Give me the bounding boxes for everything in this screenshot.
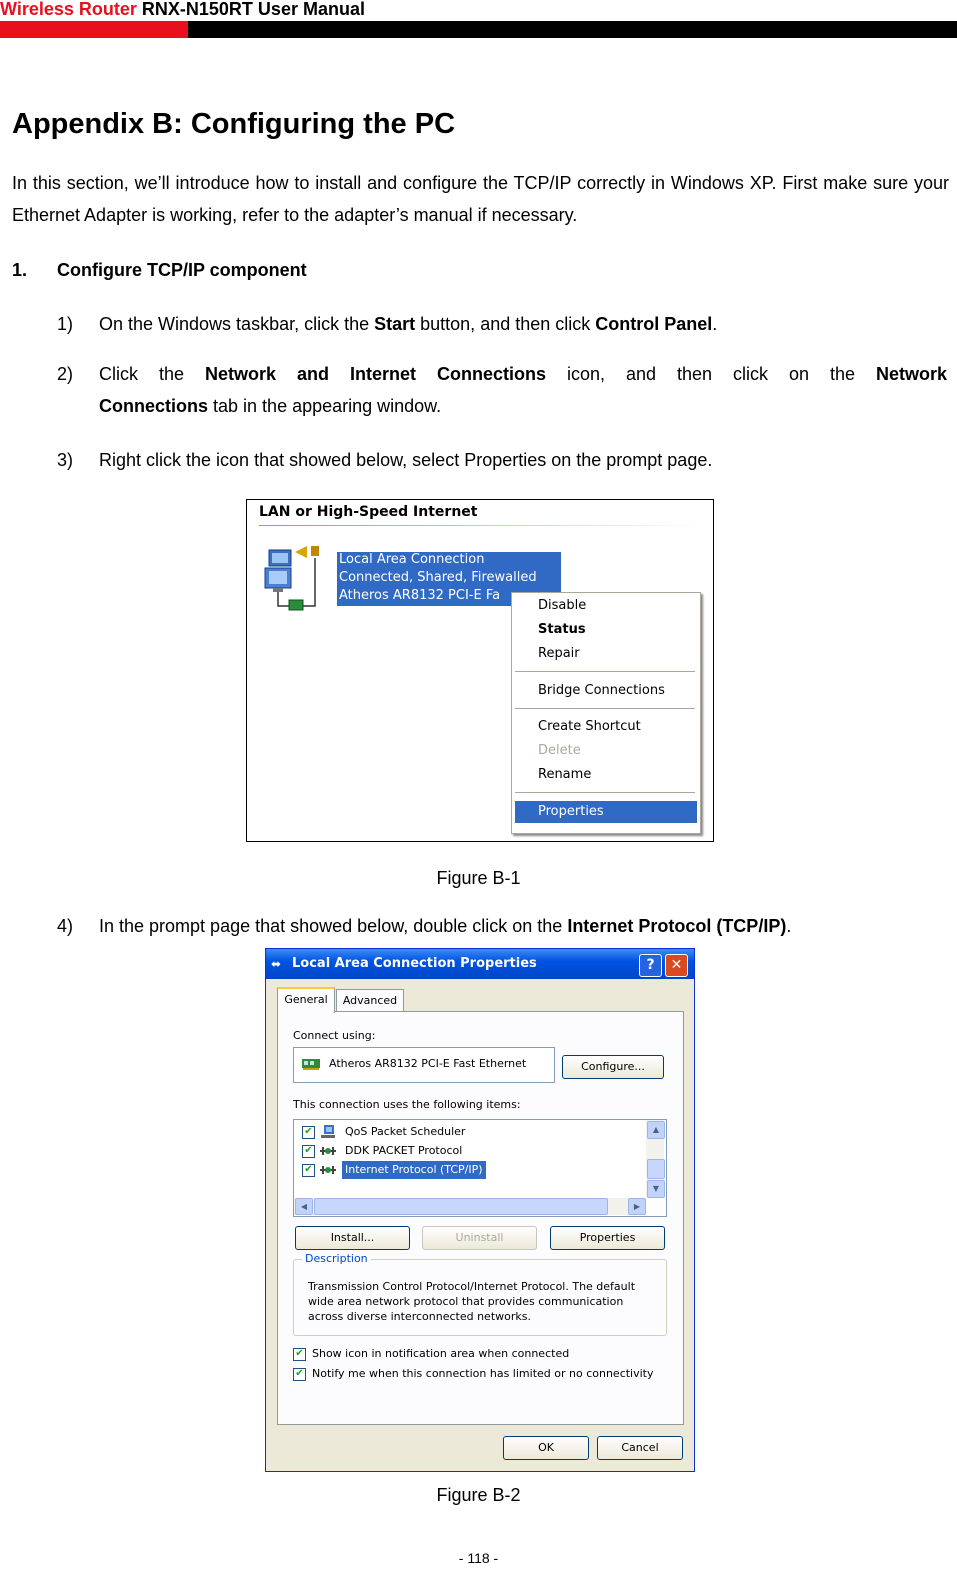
step-text: On the Windows taskbar, click the xyxy=(99,314,375,334)
step-text: Click the xyxy=(99,364,205,384)
checkbox-checked[interactable]: ✔ xyxy=(293,1368,306,1381)
figure-b2-caption: Figure B-2 xyxy=(436,1485,521,1505)
protocol-icon xyxy=(319,1163,337,1177)
step-2 xyxy=(57,358,947,422)
group-divider xyxy=(259,525,705,526)
menu-item-repair[interactable] xyxy=(512,643,698,665)
step-bold: Start xyxy=(374,314,416,334)
install-button[interactable]: Install... xyxy=(295,1226,410,1250)
connection-name: Local Area Connection xyxy=(339,552,485,567)
scroll-down-icon[interactable]: ▼ xyxy=(647,1180,665,1198)
intro-paragraph: In this section, we’ll introduce how to install and configure the TCP/IP correctly in Windows XP. First make sure your Ethernet Adapter is working, refer to the adapter’s manual if necessary. xyxy=(12,173,949,225)
menu-item-status[interactable] xyxy=(512,619,698,641)
dialog-titlebar xyxy=(266,949,694,979)
adapter-name: Atheros AR8132 PCI-E Fast Ethernet xyxy=(329,1057,527,1070)
context-menu xyxy=(511,592,701,834)
checkbox-checked[interactable]: ✔ xyxy=(302,1145,315,1158)
section-title: Configure TCP/IP component xyxy=(57,260,307,280)
section-heading xyxy=(12,254,307,286)
protocol-icon xyxy=(319,1144,337,1158)
page-heading: Appendix B: Configuring the PC xyxy=(12,108,456,140)
step-number: 4) xyxy=(57,916,74,936)
configure-button[interactable]: Configure... xyxy=(562,1055,664,1079)
section-number: 1. xyxy=(12,260,28,280)
step-text: . xyxy=(712,314,718,334)
menu-item-create-shortcut[interactable] xyxy=(512,716,698,738)
help-icon[interactable]: ? xyxy=(639,954,662,977)
list-item-label-selected: Internet Protocol (TCP/IP) xyxy=(342,1161,486,1179)
horizontal-scrollbar[interactable] xyxy=(294,1198,646,1215)
header-title xyxy=(0,0,365,20)
tab-advanced[interactable]: Advanced xyxy=(336,989,404,1012)
scroll-right-icon[interactable]: ▶ xyxy=(628,1198,646,1215)
show-icon-label: Show icon in notification area when connected xyxy=(312,1347,570,1360)
page-number: - 118 - xyxy=(458,1550,499,1566)
notify-label: Notify me when this connection has limited or no connectivity xyxy=(312,1367,654,1380)
step-bold: Internet Protocol (TCP/IP) xyxy=(567,916,787,936)
menu-item-properties[interactable] xyxy=(515,801,697,823)
scroll-thumb-horizontal[interactable] xyxy=(314,1198,608,1215)
uninstall-button: Uninstall xyxy=(422,1226,537,1250)
menu-separator xyxy=(515,792,695,793)
figure-b1-screenshot xyxy=(246,499,714,842)
step-text: In the prompt page that showed below, double click on the xyxy=(99,916,568,936)
page-header xyxy=(0,0,957,40)
menu-item-label: Bridge Connections xyxy=(538,683,665,698)
connect-using-label: Connect using: xyxy=(293,1029,376,1042)
menu-item-label: Delete xyxy=(538,743,581,758)
list-item-label: QoS Packet Scheduler xyxy=(345,1125,466,1138)
menu-item-label: Properties xyxy=(538,804,604,819)
adapter-field xyxy=(293,1047,555,1083)
scroll-left-icon[interactable]: ◀ xyxy=(295,1198,313,1215)
step-bold: Connections xyxy=(99,396,209,416)
step-3 xyxy=(57,444,947,476)
list-item[interactable] xyxy=(302,1142,602,1160)
network-card-icon xyxy=(302,1058,320,1070)
menu-separator xyxy=(515,671,695,672)
menu-item-delete xyxy=(512,740,698,762)
ok-button[interactable]: OK xyxy=(503,1436,589,1460)
step-text: . xyxy=(786,916,792,936)
tab-general[interactable]: General xyxy=(277,987,335,1013)
menu-item-label: Rename xyxy=(538,767,592,782)
step-bold: Network and Internet Connections xyxy=(205,364,546,384)
connection-status: Connected, Shared, Firewalled xyxy=(339,570,537,585)
header-bar-black xyxy=(188,21,957,38)
menu-item-label: Repair xyxy=(538,646,580,661)
step-text: Right click the icon that showed below, select Properties on the prompt page. xyxy=(99,450,713,470)
cancel-button[interactable]: Cancel xyxy=(597,1436,683,1460)
figure-b1-caption: Figure B-1 xyxy=(436,868,521,888)
list-item-label: DDK PACKET Protocol xyxy=(345,1144,463,1157)
step-bold: Control Panel xyxy=(595,314,713,334)
scroll-thumb[interactable] xyxy=(647,1159,665,1179)
menu-item-bridge-connections[interactable] xyxy=(512,680,698,702)
checkbox-checked[interactable]: ✔ xyxy=(302,1164,315,1177)
items-label: This connection uses the following items: xyxy=(293,1098,521,1111)
step-1 xyxy=(57,308,947,340)
header-brand: Wireless Router xyxy=(0,0,137,19)
step-number: 1) xyxy=(57,314,74,334)
menu-item-rename[interactable] xyxy=(512,764,698,786)
menu-item-label: Status xyxy=(538,622,586,637)
step-number: 3) xyxy=(57,450,74,470)
step-text: button, and then click xyxy=(415,314,596,334)
step-text: tab in the appearing window. xyxy=(208,396,442,416)
step-text: icon, and then click on the xyxy=(545,364,876,384)
close-icon[interactable]: ✕ xyxy=(665,954,688,977)
checkbox-checked[interactable]: ✔ xyxy=(302,1126,315,1139)
network-icon: ⬌ xyxy=(271,957,282,971)
vertical-scrollbar[interactable] xyxy=(646,1120,664,1198)
menu-item-disable[interactable] xyxy=(512,595,698,617)
scroll-up-icon[interactable]: ▲ xyxy=(647,1121,665,1139)
qos-icon xyxy=(319,1125,337,1139)
header-manual-title: RNX-N150RT User Manual xyxy=(141,0,365,19)
list-item[interactable] xyxy=(302,1123,602,1141)
step-bold: Network xyxy=(876,364,948,384)
description-label: Description xyxy=(302,1252,371,1265)
menu-item-label: Create Shortcut xyxy=(538,719,641,734)
description-text: Transmission Control Protocol/Internet Protocol. The default wide area network protocol that provides communication across diverse interconnected networks. xyxy=(308,1280,636,1323)
menu-separator xyxy=(515,708,695,709)
figure-b2-dialog xyxy=(265,948,695,1472)
step-4 xyxy=(57,910,947,942)
dialog-title: Local Area Connection Properties xyxy=(292,956,537,971)
menu-item-label: Disable xyxy=(538,598,587,613)
components-list xyxy=(293,1119,667,1217)
checkbox-checked[interactable]: ✔ xyxy=(293,1348,306,1361)
group-title: LAN or High-Speed Internet xyxy=(259,504,478,520)
header-bar-red xyxy=(0,21,188,38)
properties-button[interactable]: Properties xyxy=(550,1226,665,1250)
list-item[interactable] xyxy=(302,1161,602,1179)
network-connection-icon xyxy=(263,544,321,616)
connection-adapter: Atheros AR8132 PCI-E Fa xyxy=(339,588,501,603)
step-number: 2) xyxy=(57,364,74,384)
